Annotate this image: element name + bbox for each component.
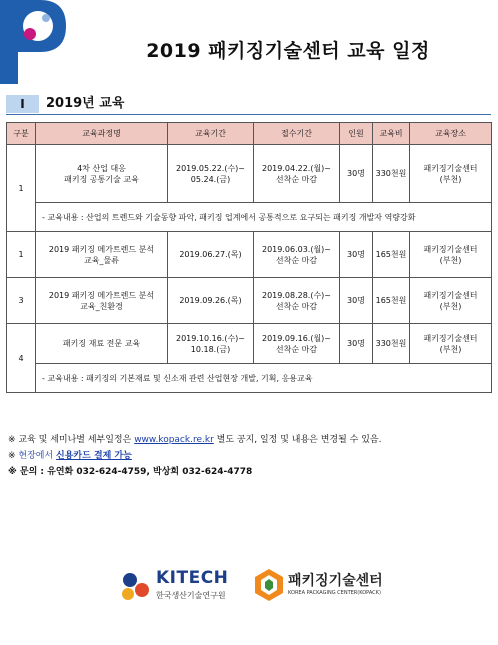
cell-course: 4차 산업 대응 패키징 공통기술 교육 <box>36 145 168 203</box>
cell-fee: 330천원 <box>373 145 410 203</box>
cell-fee: 165천원 <box>373 278 410 324</box>
cell-period: 2019.09.26.(목) <box>168 278 254 324</box>
cell-detail: - 교육내용 : 산업의 트렌드와 기술동향 파악, 패키징 업계에서 공통적으로 요구되는 패키징 개발자 역량강화 <box>36 203 492 232</box>
note-payment: ※ 현장에서 신용카드 결제 가능 <box>8 451 132 461</box>
section-number: I <box>6 95 39 113</box>
cell-people: 30명 <box>340 278 373 324</box>
kitech-name: KITECH <box>156 568 229 588</box>
section-header <box>6 95 491 115</box>
packaging-center-name: 패키징기술센터 <box>288 573 383 589</box>
cell-apply: 2019.04.22.(월)~ 선착순 마감 <box>254 145 340 203</box>
cell-period: 2019.06.27.(목) <box>168 232 254 278</box>
cell-no: 1 <box>7 145 36 232</box>
cell-place: 패키징기술센터 (부천) <box>410 278 492 324</box>
footer-logos <box>0 566 498 606</box>
cell-people: 30명 <box>340 145 373 203</box>
cell-place: 패키징기술센터 (부천) <box>410 145 492 203</box>
note-schedule: ※ 교육 및 세미나별 세부일정은 www.kopack.re.kr 별도 공지, 일정 및 내용은 변경될 수 있음. <box>8 435 382 445</box>
cell-people: 30명 <box>340 324 373 364</box>
schedule-table <box>6 122 492 393</box>
cell-apply: 2019.08.28.(수)~ 선착순 마감 <box>254 278 340 324</box>
cell-apply: 2019.06.03.(월)~ 선착순 마감 <box>254 232 340 278</box>
cell-no: 4 <box>7 324 36 393</box>
card-payment-highlight: 신용카드 결제 가능 <box>56 451 132 461</box>
hexagon-emblem-icon <box>254 568 284 602</box>
header-course: 교육과정명 <box>36 123 168 145</box>
kitech-subtitle: 한국생산기술연구원 <box>156 591 226 600</box>
table-header-row <box>7 123 492 145</box>
table-row <box>7 232 492 278</box>
kitech-emblem-icon <box>118 570 152 604</box>
cell-no: 1 <box>7 232 36 278</box>
cell-no: 3 <box>7 278 36 324</box>
cell-apply: 2019.09.16.(월)~ 선착순 마감 <box>254 324 340 364</box>
cell-detail: - 교육내용 : 패키징의 기본재료 및 신소재 관련 산업현장 개발, 기획, 응용교육 <box>36 364 492 393</box>
cell-place: 패키징기술센터 (부천) <box>410 232 492 278</box>
page-title: 2019 패키징기술센터 교육 일정 <box>146 40 430 62</box>
cell-fee: 330천원 <box>373 324 410 364</box>
header-place: 교육장소 <box>410 123 492 145</box>
header-period: 교육기간 <box>168 123 254 145</box>
header-no: 구분 <box>7 123 36 145</box>
notes-block <box>8 432 488 480</box>
cell-period: 2019.10.16.(수)~ 10.18.(금) <box>168 324 254 364</box>
note-contact: ※ 문의 : 유연화 032-624-4759, 박상희 032-624-4778 <box>8 467 253 477</box>
cell-fee: 165천원 <box>373 232 410 278</box>
cell-people: 30명 <box>340 232 373 278</box>
header-apply: 접수기간 <box>254 123 340 145</box>
table-row <box>7 145 492 203</box>
cell-course: 2019 패키징 메가트렌드 분석 교육_친환경 <box>36 278 168 324</box>
cell-course: 패키징 재료 전문 교육 <box>36 324 168 364</box>
table-detail-row <box>7 364 492 393</box>
section-label: 2019년 교육 <box>46 96 125 111</box>
cell-place: 패키징기술센터 (부천) <box>410 324 492 364</box>
packaging-center-logo <box>254 568 394 608</box>
table-detail-row <box>7 203 492 232</box>
header-people: 인원 <box>340 123 373 145</box>
packaging-center-subtitle: KOREA PACKAGING CENTER(KOPACK) <box>288 590 381 596</box>
header-fee: 교육비 <box>373 123 410 145</box>
cell-course: 2019 패키징 메가트렌드 분석 교육_물류 <box>36 232 168 278</box>
cell-period: 2019.05.22.(수)~ 05.24.(금) <box>168 145 254 203</box>
kopack-website-link[interactable]: www.kopack.re.kr <box>134 435 214 445</box>
table-row <box>7 278 492 324</box>
kitech-logo <box>118 568 238 608</box>
table-row <box>7 324 492 364</box>
